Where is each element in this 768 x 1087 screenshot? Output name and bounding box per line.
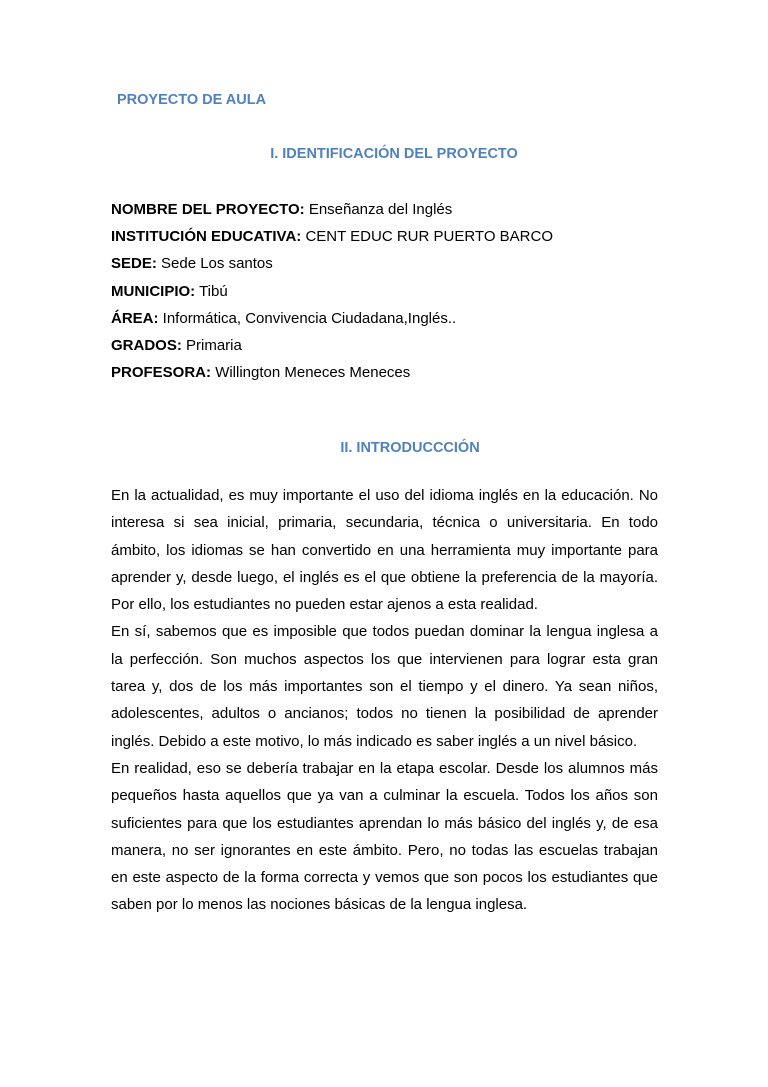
field-label: PROFESORA: <box>111 364 212 382</box>
field-value: Sede Los santos <box>161 255 273 273</box>
field-label: MUNICIPIO: <box>111 282 196 300</box>
field-value: CENT EDUC RUR PUERTO BARCO <box>305 228 553 246</box>
field-sede <box>111 250 671 277</box>
field-value: Enseñanza del Inglés <box>308 201 453 218</box>
paragraph: En la actualidad, es muy importante el uso del idioma inglés en la educación. No interesa si sea inicial, primaria, secundaria, técnica o universitaria. En todo ámbito, los idiomas se han convertido en una herramienta muy importante para aprender y, desde luego, el inglés es el que obtiene la preferencia de la mayoría. Por ello, los estudiantes no pueden estar ajenos a esta realidad. <box>111 487 658 614</box>
document-title: PROYECTO DE AULA <box>117 92 267 108</box>
paragraph: En realidad, eso se debería trabajar en la etapa escolar. Desde los alumnos más pequeños hasta aquellos que ya van a culminar la escuela. Todos los años son suficientes para que los estudiantes aprendan lo más básico del inglés y, de esa manera, no ser ignorantes en este ámbito. Pero, no todas las escuelas trabajan en este aspecto de la forma correcta y vemos que son pocos los estudiantes que saben por lo menos las nociones básicas de la lengua inglesa. <box>111 759 658 914</box>
project-fields <box>111 196 671 386</box>
field-grados <box>111 332 671 359</box>
field-area <box>111 305 671 332</box>
section-heading-introduccion: II. INTRODUCCCIÓN <box>340 440 480 456</box>
field-institucion <box>111 223 671 250</box>
field-value: Primaria <box>186 336 242 354</box>
field-label: GRADOS: <box>111 336 182 354</box>
field-label: NOMBRE DEL PROYECTO: <box>111 201 305 218</box>
paragraph: En sí, sabemos que es imposible que todos puedan dominar la lengua inglesa a la perfección. Son muchos aspectos los que intervienen para lograr esta gran tarea y, dos de los más importantes son el tiempo y el dinero. Ya sean niños, adolescentes, adultos o ancianos; todos no tienen la posibilidad de aprender inglés. Debido a este motivo, lo más indicado es saber inglés a un nivel básico. <box>111 623 658 750</box>
field-municipio <box>111 278 671 305</box>
field-profesora <box>111 359 671 386</box>
section-heading-identificacion: I. IDENTIFICACIÓN DEL PROYECTO <box>270 146 518 162</box>
field-nombre-proyecto <box>111 196 671 223</box>
field-value: Tibú <box>199 282 228 300</box>
field-label: SEDE: <box>111 255 157 273</box>
field-label: ÁREA: <box>111 309 159 327</box>
field-value: Informática, Convivencia Ciudadana,Inglés.. <box>162 309 457 327</box>
introduction-body <box>111 482 658 919</box>
field-label: INSTITUCIÓN EDUCATIVA: <box>111 228 302 246</box>
field-value: Willington Meneces Meneces <box>215 364 411 382</box>
